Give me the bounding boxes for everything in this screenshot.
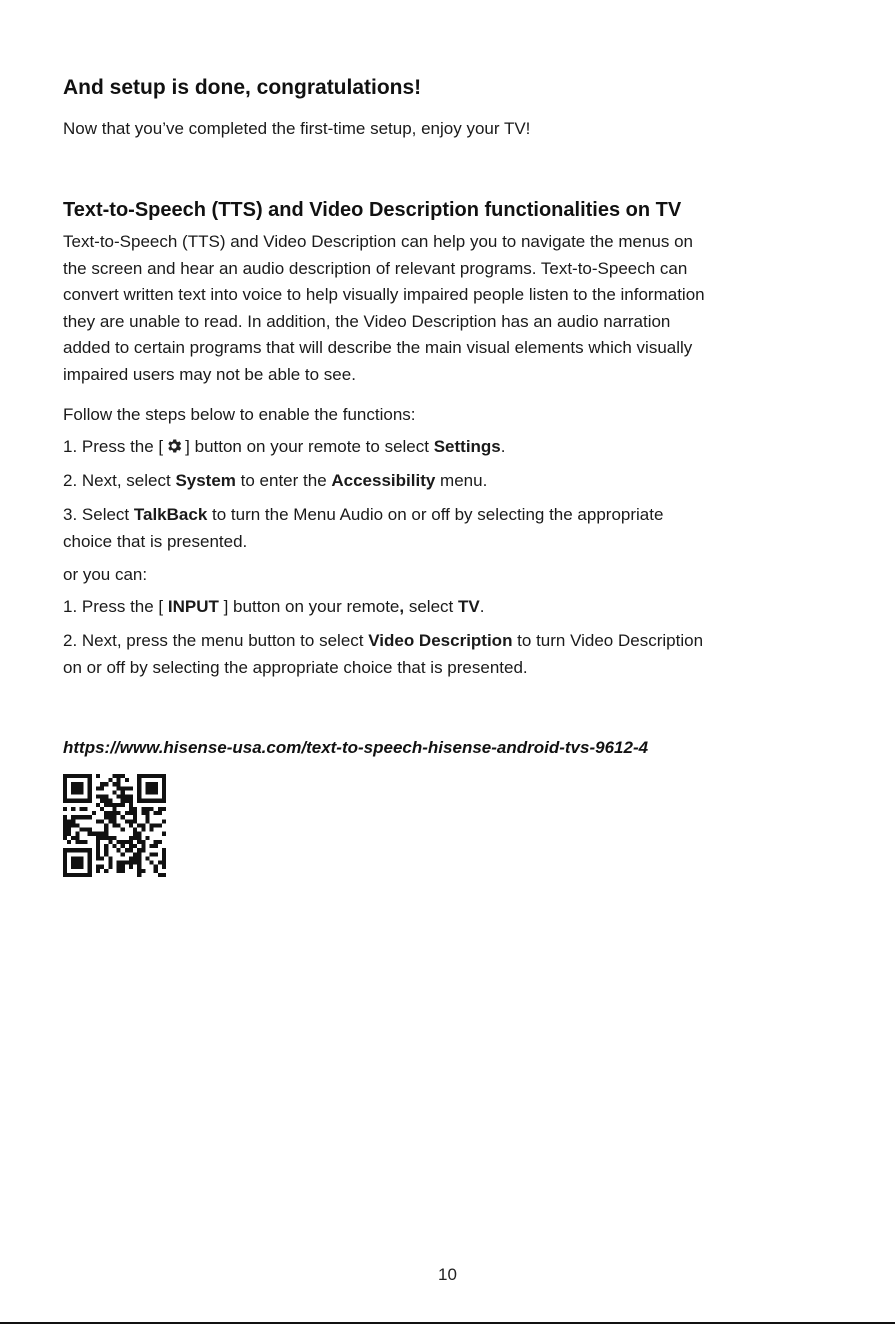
accessibility-label: Accessibility: [331, 471, 436, 490]
support-url-link[interactable]: https://www.hisense-usa.com/text-to-speech-hisense-android-tvs-9612-4: [63, 738, 649, 757]
step-3-post: to turn the Menu Audio on or off by selecting the appropriate: [207, 505, 664, 524]
or-you-can-text: or you can:: [63, 565, 148, 584]
settings-label: Settings: [433, 437, 501, 456]
tts-heading: Text-to-Speech (TTS) and Video Description functionalities on TV: [63, 199, 682, 221]
step-1-end: .: [500, 437, 506, 456]
tts-line: impaired users may not be able to see.: [63, 364, 356, 384]
qr-code[interactable]: [63, 774, 166, 877]
step-2: [63, 468, 487, 495]
step-2-pre: 2. Next, select: [63, 471, 176, 490]
tts-line: Text-to-Speech (TTS) and Video Description can help you to navigate the menus on: [63, 232, 693, 251]
tts-line: convert written text into voice to help visually impaired people listen to the information: [63, 285, 705, 304]
video-description-label: Video Description: [368, 631, 513, 650]
tts-line: added to certain programs that will describe the main visual elements which visually: [63, 338, 693, 357]
system-label: System: [175, 471, 236, 490]
alt-step-2-pre: 2. Next, press the menu button to select: [63, 631, 369, 650]
alt-step-1-end: .: [479, 597, 485, 616]
alt-step-2-line-1: [63, 628, 703, 655]
step-3: [63, 502, 663, 555]
gear-icon: [165, 437, 183, 455]
step-2-end: menu.: [435, 471, 488, 490]
input-label: INPUT: [167, 597, 219, 616]
step-3-pre: 3. Select: [63, 505, 134, 524]
alt-step-2: [63, 628, 703, 681]
page-heading: And setup is done, congratulations!: [63, 76, 422, 99]
alt-step-2-line-2: on or off by selecting the appropriate choice that is presented.: [63, 657, 528, 677]
tts-description: [63, 229, 828, 388]
tts-line: they are unable to read. In addition, the Video Description has an audio narration: [63, 311, 671, 331]
step-3-line-1: [63, 502, 663, 529]
tv-label: TV: [457, 597, 480, 616]
alt-step-2-post: to turn Video Description: [512, 631, 704, 650]
step-2-mid: to enter the: [235, 471, 332, 490]
step-3-line-2: choice that is presented.: [63, 531, 248, 551]
alt-step-1-pre: 1. Press the [: [63, 597, 168, 616]
step-1-post: ] button on your remote to select: [185, 437, 434, 456]
page-number: 10: [438, 1265, 457, 1284]
intro-text: Now that you’ve completed the first-time setup, enjoy your TV!: [63, 119, 531, 138]
alt-step-1-comma: ,: [399, 597, 405, 616]
step-1: [63, 434, 506, 461]
alt-step-1-mid2: select: [404, 597, 458, 616]
alt-step-1: [63, 594, 484, 621]
tts-line: the screen and hear an audio description of relevant programs. Text-to-Speech can: [63, 258, 688, 278]
step-1-pre: 1. Press the [: [63, 437, 164, 456]
alt-step-1-mid: ] button on your remote: [218, 597, 400, 616]
follow-steps-text: Follow the steps below to enable the functions:: [63, 405, 416, 424]
talkback-label: TalkBack: [133, 505, 208, 524]
